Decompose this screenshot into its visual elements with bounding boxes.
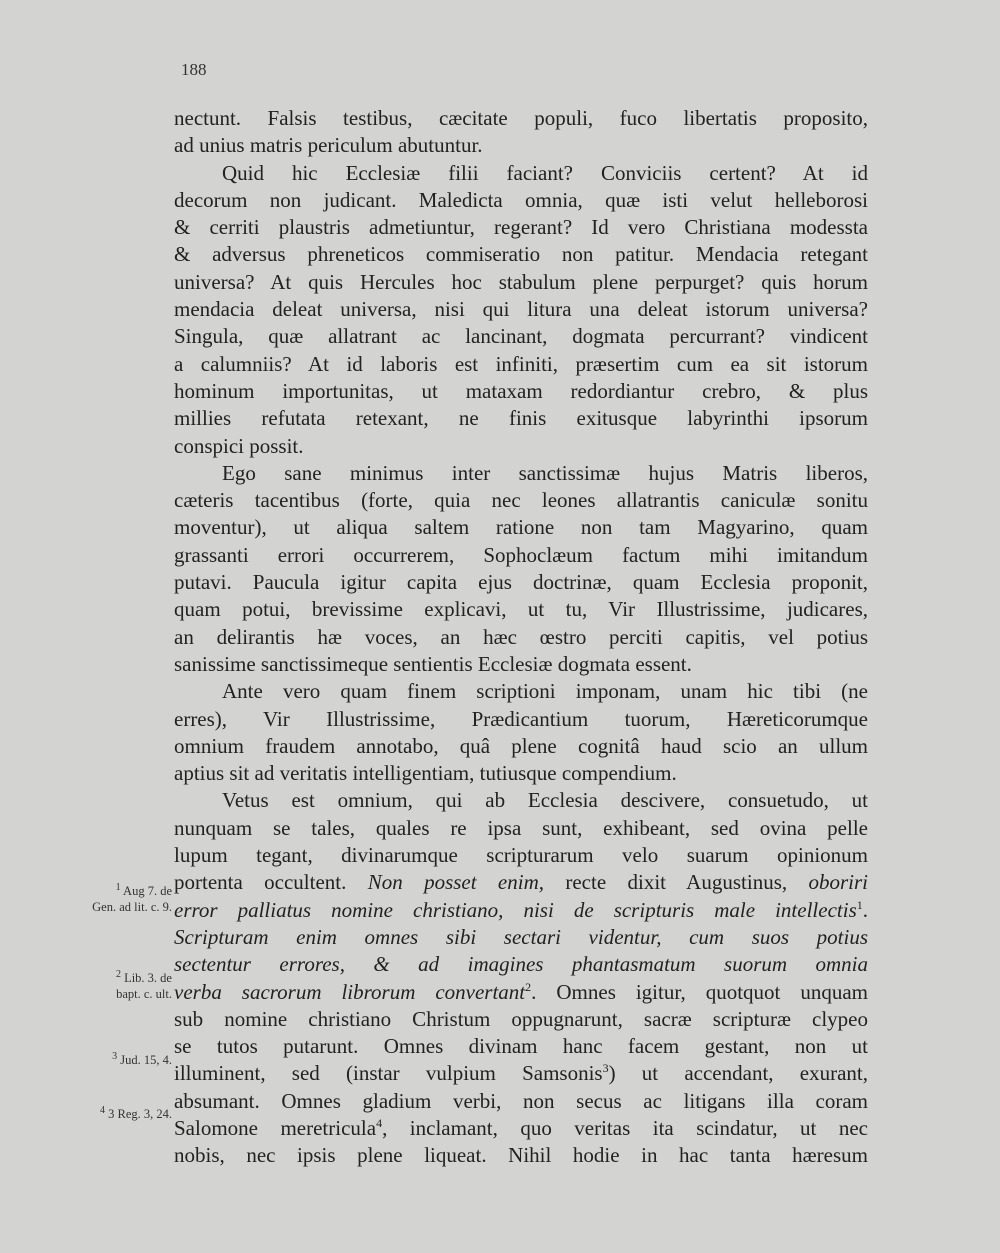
- margin-note-text: Gen. ad lit. c. 9.: [92, 900, 172, 915]
- margin-note: [54, 880, 172, 915]
- text-line: quam potui, brevissime explicavi, ut tu, Vir Illustrissime, judicares,: [174, 597, 868, 622]
- text-run: error palliatus nomine christiano, nisi de scripturis male intellectis: [174, 897, 857, 922]
- text-line: hominum importunitas, ut mataxam redordiantur crebro, & plus: [174, 378, 868, 403]
- footnote-mark: 4: [376, 1115, 383, 1130]
- text-line: nectunt. Falsis testibus, cæcitate populi, fuco libertatis proposito,: [174, 106, 868, 130]
- margin-note-text: bapt. c. ult.: [116, 987, 172, 1002]
- margin-note: [54, 1103, 172, 1122]
- margin-note-line: [54, 986, 172, 1002]
- margin-note-line: [54, 1103, 172, 1122]
- footnote-mark: 3: [602, 1061, 609, 1076]
- text-line: lupum tegant, divinarumque scripturarum velo suarum opinionum: [174, 843, 868, 868]
- margin-note-line: [54, 967, 172, 986]
- text-line: conspici possit.: [174, 433, 304, 458]
- text-line: universa? At quis Hercules hoc stabulum plene perpurget? quis horum: [174, 269, 868, 294]
- margin-note: [54, 1049, 172, 1068]
- text-line: nunquam se tales, quales re ipsa sunt, exhibeant, sed ovina pelle: [174, 815, 868, 840]
- margin-note-number: 1: [115, 882, 121, 893]
- footnote-mark: 2: [525, 979, 532, 994]
- margin-note: [54, 967, 172, 1002]
- text-line: a calumniis? At id laboris est infiniti, præsertim cum ea sit istorum: [174, 351, 868, 376]
- text-line: grassanti errori occurrerem, Sophoclæum factum mihi imitandum: [174, 542, 868, 567]
- text-run: oboriri: [808, 870, 868, 895]
- margin-note-number: 4: [99, 1105, 105, 1116]
- text-run: , inclamant, quo veritas ita scindatur, ut nec: [382, 1115, 868, 1140]
- text-line: omnium fraudem annotabo, quâ plene cognitâ haud scio an ullum: [174, 733, 868, 758]
- text-line: Ante vero quam finem scriptioni imponam, unam hic tibi (ne: [222, 679, 868, 704]
- text-run: .: [862, 897, 868, 922]
- text-line: millies refutata retexant, ne finis exitusque labyrinthi ipsorum: [174, 406, 868, 431]
- text-line: cæteris tacentibus (forte, quia nec leones allatrantis caniculæ sonitu: [174, 488, 868, 513]
- margin-note-text: Lib. 3. de: [124, 971, 172, 986]
- text-line: putavi. Paucula igitur capita ejus doctrinæ, quam Ecclesia proponit,: [174, 570, 868, 595]
- text-line: decorum non judicant. Maledicta omnia, quæ isti velut helleborosi: [174, 187, 868, 212]
- margin-note-line: [54, 880, 172, 899]
- text-run: Scripturam enim omnes sibi sectari videntur, cum suos potius: [174, 924, 868, 949]
- margin-note-line: [54, 1049, 172, 1068]
- text-run: Non posset enim,: [367, 870, 544, 895]
- margin-note-line: [54, 899, 172, 915]
- text-run: ) ut accendant, exurant,: [608, 1061, 868, 1086]
- text-run: verba sacrorum librorum convertant: [174, 979, 526, 1004]
- footnote-mark: 1: [856, 897, 863, 912]
- text-line: Vetus est omnium, qui ab Ecclesia descivere, consuetudo, ut: [222, 788, 868, 813]
- text-line: [174, 1115, 868, 1142]
- text-line: & adversus phreneticos commiseratio non patitur. Mendacia retegant: [174, 242, 868, 267]
- text-line: aptius sit ad veritatis intelligentiam, tutiusque compendium.: [174, 761, 677, 786]
- text-line: ad unius matris periculum abutuntur.: [174, 133, 483, 158]
- text-line: sub nomine christiano Christum oppugnarunt, sacræ scripturæ clypeo: [174, 1006, 868, 1031]
- text-run: illuminent, sed (instar vulpium Samsonis: [174, 1061, 603, 1086]
- text-line: nobis, nec ipsis plene liqueat. Nihil hodie in hac tanta hæresum: [174, 1143, 868, 1168]
- text-run: . Omnes igitur, quotquot unquam: [531, 979, 868, 1004]
- text-line: moventur), ut aliqua saltem ratione non tam Magyarino, quam: [174, 515, 868, 540]
- margin-note-text: Jud. 15, 4.: [120, 1053, 172, 1068]
- text-line: mendacia deleat universa, nisi qui litura una deleat istorum universa?: [174, 297, 868, 322]
- text-line: Singula, quæ allatrant ac lancinant, dogmata percurrant? vindicent: [174, 324, 868, 349]
- text-line: an delirantis hæ voces, an hæc œstro perciti capitis, vel potius: [174, 624, 868, 649]
- text-line: [174, 1060, 868, 1087]
- margin-note-number: 2: [115, 969, 121, 980]
- margin-note-text: 3 Reg. 3, 24.: [108, 1107, 172, 1122]
- page-number: 188: [181, 60, 207, 79]
- margin-note-number: 3: [112, 1051, 118, 1062]
- text-line: Ego sane minimus inter sanctissimæ hujus Matris liberos,: [222, 460, 868, 485]
- text-line: Quid hic Ecclesiæ filii faciant? Conviciis certent? At id: [222, 160, 868, 185]
- text-line: absumant. Omnes gladium verbi, non secus ac litigans illa coram: [174, 1088, 868, 1113]
- text-line: & cerriti plaustris admetiuntur, regerant? Id vero Christiana modessta: [174, 215, 868, 240]
- text-line: [174, 979, 868, 1006]
- text-run: portenta occultent.: [174, 870, 368, 895]
- text-run: recte dixit Augustinus,: [544, 870, 809, 895]
- text-line: se tutos putarunt. Omnes divinam hanc facem gestant, non ut: [174, 1034, 868, 1059]
- text-line: erres), Vir Illustrissime, Prædicantium tuorum, Hæreticorumque: [174, 706, 868, 731]
- text-line: [174, 951, 868, 978]
- text-line: [174, 869, 868, 896]
- body-text: [174, 105, 868, 1170]
- text-line: sanissime sanctissimeque sentientis Ecclesiæ dogmata essent.: [174, 651, 692, 676]
- text-run: sectentur errores, & ad imagines phantasmatum suorum omnia: [174, 952, 868, 977]
- margin-note-text: Aug 7. de: [123, 884, 172, 899]
- text-line: [174, 924, 868, 951]
- text-line: [174, 897, 868, 924]
- text-run: Salomone meretricula: [174, 1115, 377, 1140]
